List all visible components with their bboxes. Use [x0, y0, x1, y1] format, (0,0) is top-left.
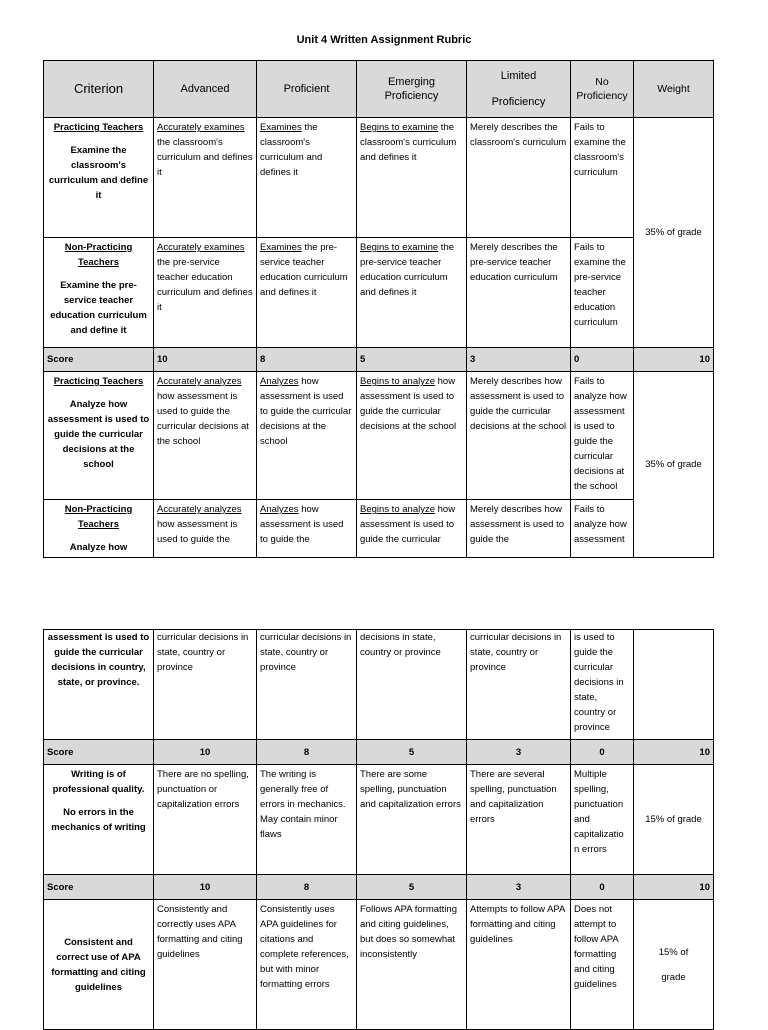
key-phrase: Begins to examine	[360, 122, 439, 133]
score-emerging: 5	[357, 740, 467, 765]
score-label: Score	[44, 875, 154, 900]
emerging-cell	[357, 500, 467, 558]
proficient-cell: The writing is generally free of errors in mechanics. May contain minor flaws	[257, 765, 357, 875]
no-proficiency-cell: Fails to examine the classroom's curriculum	[571, 118, 634, 238]
weight-line2: grade	[661, 971, 686, 983]
rubric-table-page1	[43, 60, 714, 558]
cell-text: how assessment is used to guide the curricular decisions at the school	[360, 376, 457, 432]
criterion-description: Writing is of professional quality.	[52, 769, 145, 795]
cell-text: the classroom's curriculum and defines it	[157, 137, 253, 178]
cell-text: the classroom's curriculum and defines it	[260, 122, 323, 178]
cell-text: how assessment is used to guide the curricular decisions at the school	[260, 376, 352, 447]
cell-text: the pre-service teacher education curriculum and defines it	[157, 257, 253, 313]
weight-cell	[634, 630, 714, 740]
header-no-line2: Proficiency	[576, 90, 628, 102]
header-emerging-line2: Proficiency	[384, 90, 439, 102]
score-emerging: 5	[357, 875, 467, 900]
limited-cell: Attempts to follow APA formatting and citing guidelines	[467, 900, 571, 1030]
criterion-description: Analyze how assessment is used to guide the curricular decisions at the school	[47, 399, 150, 470]
table-row	[44, 372, 714, 500]
key-phrase: Begins to examine	[360, 242, 439, 253]
rubric-table-page2	[43, 629, 714, 1030]
key-phrase: Accurately examines	[157, 242, 245, 253]
no-proficiency-cell: Fails to analyze how assessment is used to guide the curricular decisions at the school	[571, 372, 634, 500]
header-row	[44, 61, 714, 118]
emerging-cell: Follows APA formatting and citing guidelines, but does so somewhat inconsistently	[357, 900, 467, 1030]
weight-line1: 15% of	[658, 946, 689, 958]
criterion-description-2: No errors in the mechanics of writing	[51, 807, 146, 833]
header-limited-line1: Limited	[500, 70, 537, 82]
score-proficient: 8	[257, 348, 357, 372]
cell-text: the pre-service teacher education curriculum and defines it	[260, 242, 348, 298]
proficient-cell	[257, 372, 357, 500]
advanced-cell: There are no spelling, punctuation or capitalization errors	[154, 765, 257, 875]
score-proficient: 8	[257, 875, 357, 900]
weight-cell: 35% of grade	[634, 118, 714, 348]
header-emerging	[357, 61, 467, 118]
key-phrase: Accurately analyzes	[157, 504, 242, 515]
score-limited: 3	[467, 875, 571, 900]
header-advanced: Advanced	[154, 61, 257, 118]
limited-cell: Merely describes the classroom's curriculum	[467, 118, 571, 238]
cell-text: how assessment is used to guide the	[157, 519, 238, 545]
key-phrase: Analyzes	[260, 376, 299, 387]
table-row	[44, 500, 714, 558]
criterion-label: Practicing Teachers	[53, 122, 144, 133]
limited-cell: Merely describes the pre-service teacher education curriculum	[467, 238, 571, 348]
score-advanced: 10	[154, 348, 257, 372]
key-phrase: Accurately examines	[157, 122, 245, 133]
emerging-cell	[357, 372, 467, 500]
cell-text: the classroom's curriculum and defines it	[360, 122, 457, 163]
criterion-cell	[44, 500, 154, 558]
no-proficiency-cell: Multiple spelling, punctuation and capitalizatio n errors	[571, 765, 634, 875]
emerging-cell: There are some spelling, punctuation and capitalization errors	[357, 765, 467, 875]
limited-cell: Merely describes how assessment is used to guide the curricular decisions at the school	[467, 372, 571, 500]
score-limited: 3	[467, 348, 571, 372]
no-proficiency-cell: Fails to analyze how assessment	[571, 500, 634, 558]
score-proficient: 8	[257, 740, 357, 765]
criterion-cell	[44, 118, 154, 238]
advanced-cell: Consistently and correctly uses APA formatting and citing guidelines	[154, 900, 257, 1030]
header-proficient: Proficient	[257, 61, 357, 118]
table-row	[44, 900, 714, 1030]
score-weight: 10	[634, 348, 714, 372]
advanced-cell	[154, 118, 257, 238]
weight-cell: 15% of grade	[634, 765, 714, 875]
criterion-description: Consistent and correct use of APA formatting and citing guidelines	[44, 900, 154, 1030]
advanced-cell	[154, 372, 257, 500]
no-proficiency-cell: Fails to examine the pre-service teacher education curriculum	[571, 238, 634, 348]
key-phrase: Accurately analyzes	[157, 376, 242, 387]
score-advanced: 10	[154, 740, 257, 765]
advanced-cell	[154, 238, 257, 348]
proficient-cell: Consistently uses APA guidelines for citations and complete references, but with minor formatting errors	[257, 900, 357, 1030]
limited-cell: curricular decisions in state, country or province	[467, 630, 571, 740]
table-row	[44, 630, 714, 740]
criterion-cell	[44, 765, 154, 875]
score-row	[44, 348, 714, 372]
score-emerging: 5	[357, 348, 467, 372]
score-label: Score	[44, 740, 154, 765]
proficient-cell	[257, 500, 357, 558]
header-limited-line2: Proficiency	[491, 96, 546, 108]
criterion-cell	[44, 372, 154, 500]
score-none: 0	[571, 875, 634, 900]
cell-text: how assessment is used to guide the	[260, 504, 344, 545]
header-limited	[467, 61, 571, 118]
proficient-cell: curricular decisions in state, country or province	[257, 630, 357, 740]
key-phrase: Begins to analyze	[360, 376, 435, 387]
no-proficiency-cell: is used to guide the curricular decisions in state, country or province	[571, 630, 634, 740]
cell-text: how assessment is used to guide the curricular decisions at the school	[157, 391, 249, 447]
document-title: Unit 4 Written Assignment Rubric	[296, 34, 472, 46]
header-no-line1: No	[595, 76, 609, 88]
score-limited: 3	[467, 740, 571, 765]
table-row	[44, 238, 714, 348]
header-criterion: Criterion	[44, 61, 154, 118]
key-phrase: Examines	[260, 122, 302, 133]
weight-cell: 35% of grade	[634, 372, 714, 558]
cell-text: the pre-service teacher education curriculum and defines it	[360, 242, 455, 298]
advanced-cell: curricular decisions in state, country or province	[154, 630, 257, 740]
score-advanced: 10	[154, 875, 257, 900]
score-row	[44, 875, 714, 900]
emerging-cell	[357, 118, 467, 238]
criterion-description: Analyze how	[69, 542, 128, 553]
criterion-description: assessment is used to guide the curricular decisions in country, state, or province.	[44, 630, 154, 740]
proficient-cell	[257, 238, 357, 348]
criterion-label: Non-Practicing Teachers	[64, 504, 133, 530]
table-row	[44, 765, 714, 875]
criterion-label: Practicing Teachers	[53, 376, 144, 387]
limited-cell: There are several spelling, punctuation and capitalization errors	[467, 765, 571, 875]
proficient-cell	[257, 118, 357, 238]
score-weight: 10	[634, 875, 714, 900]
emerging-cell	[357, 238, 467, 348]
criterion-description: Examine the pre-service teacher education curriculum and define it	[50, 280, 147, 336]
score-none: 0	[571, 348, 634, 372]
header-weight: Weight	[634, 61, 714, 118]
table-row	[44, 118, 714, 238]
score-label: Score	[44, 348, 154, 372]
score-row	[44, 740, 714, 765]
key-phrase: Analyzes	[260, 504, 299, 515]
cell-text: how assessment is used to guide the curricular	[360, 504, 456, 545]
emerging-cell: decisions in state, country or province	[357, 630, 467, 740]
criterion-label: Non-Practicing Teachers	[64, 242, 133, 268]
advanced-cell	[154, 500, 257, 558]
score-none: 0	[571, 740, 634, 765]
key-phrase: Examines	[260, 242, 302, 253]
header-no	[571, 61, 634, 118]
header-emerging-line1: Emerging	[387, 76, 436, 88]
key-phrase: Begins to analyze	[360, 504, 435, 515]
criterion-description: Examine the classroom's curriculum and define it	[48, 145, 149, 201]
limited-cell: Merely describes how assessment is used to guide the	[467, 500, 571, 558]
criterion-cell	[44, 238, 154, 348]
weight-cell	[634, 900, 714, 1030]
no-proficiency-cell: Does not attempt to follow APA formatting and citing guidelines	[571, 900, 634, 1030]
score-weight: 10	[634, 740, 714, 765]
